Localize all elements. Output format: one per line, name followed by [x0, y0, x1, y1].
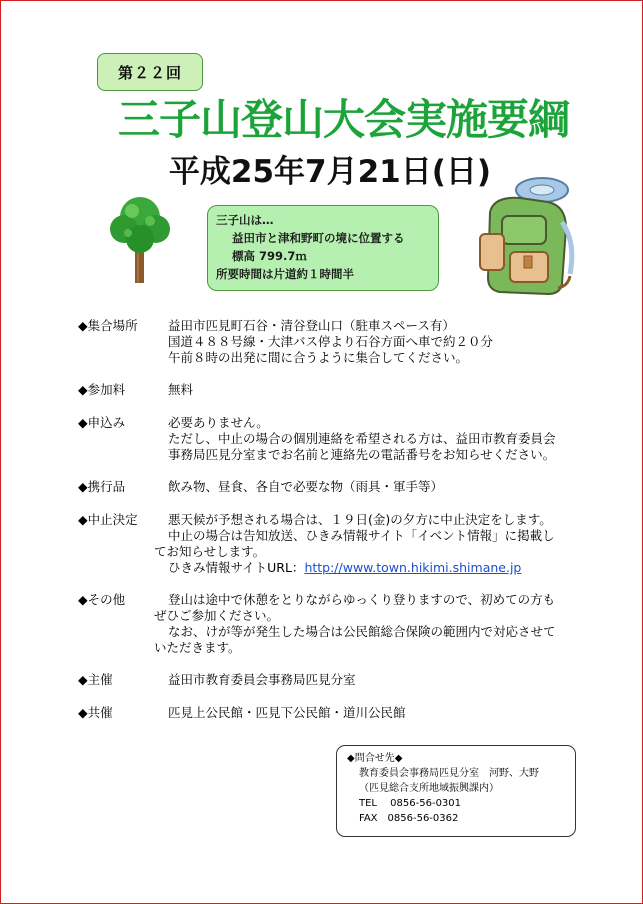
edition-badge: 第２２回: [97, 53, 203, 91]
section-label: ◆参加料: [78, 382, 126, 397]
contact-fax: FAX 0856-56-0362: [359, 813, 459, 824]
section-line: 中止の場合は告知放送、ひきみ情報サイト「イベント情報」に掲載し: [168, 528, 555, 543]
section-line: 事務局匹見分室までお名前と連絡先の電話番号をお知らせください。: [168, 447, 556, 462]
info-box: [207, 205, 439, 291]
section-line: [168, 560, 521, 576]
tree-icon: [108, 193, 172, 285]
contact-sub: （匹見総合支所地域振興課内）: [359, 783, 499, 794]
section-line: なお、けが等が発生した場合は公民館総合保険の範囲内で対応させて: [168, 624, 556, 639]
info-box-line: 所要時間は片道約１時間半: [216, 267, 354, 281]
contact-org: 教育委員会事務局匹見分室 河野、大野: [359, 768, 539, 779]
section-label: ◆申込み: [78, 415, 126, 430]
section-line: 登山は途中で休憩をとりながらゆっくり登りますので、初めての方も: [168, 592, 556, 607]
contact-tel: TEL 0856-56-0301: [359, 798, 462, 809]
section-line: 午前８時の出発に間に合うように集合してください。: [168, 350, 469, 365]
section-label: ◆集合場所: [78, 318, 138, 333]
section-line: 益田市教育委員会事務局匹見分室: [168, 672, 356, 687]
section-line: てお知らせします。: [154, 544, 266, 559]
section-line: 益田市匹見町石谷・清谷登山口（駐車スペース有）: [168, 318, 455, 333]
info-box-heading: 三子山は…: [216, 213, 274, 227]
section-line: ぜひご参加ください。: [154, 608, 280, 623]
contact-box: [336, 745, 576, 837]
section-label: ◆主催: [78, 672, 113, 687]
section-line: 匹見上公民館・匹見下公民館・道川公民館: [168, 705, 406, 720]
section-label: ◆共催: [78, 705, 113, 720]
info-box-line: 標高 799.7ｍ: [232, 249, 307, 263]
page-title: 三子山登山大会実施要綱: [118, 95, 570, 144]
info-box-line: 益田市と津和野町の境に位置する: [232, 231, 405, 245]
section-line: 飲み物、昼食、各自で必要な物（雨具・軍手等）: [168, 479, 444, 494]
section-line: 悪天候が予想される場合は、１９日(金)の夕方に中止決定をします。: [168, 512, 552, 527]
backpack-icon: [470, 172, 580, 300]
hikimi-site-link[interactable]: http://www.town.hikimi.shimane.jp: [304, 560, 522, 575]
section-label: ◆中止決定: [78, 512, 138, 527]
section-label: ◆その他: [78, 592, 126, 607]
contact-heading: ◆問合せ先◆: [347, 753, 403, 764]
event-date: 平成25年7月21日(日): [168, 154, 492, 190]
section-line: 必要ありません。: [168, 415, 269, 430]
section-line: いただきます。: [154, 640, 241, 655]
section-line: 無料: [168, 382, 194, 397]
section-label: ◆携行品: [78, 479, 126, 494]
url-label: ひきみ情報サイトURL：: [168, 560, 305, 575]
section-line: ただし、中止の場合の個別連絡を希望される方は、益田市教育委員会: [168, 431, 556, 446]
section-line: 国道４８８号線・大津バス停より石谷方面へ車で約２０分: [168, 334, 494, 349]
